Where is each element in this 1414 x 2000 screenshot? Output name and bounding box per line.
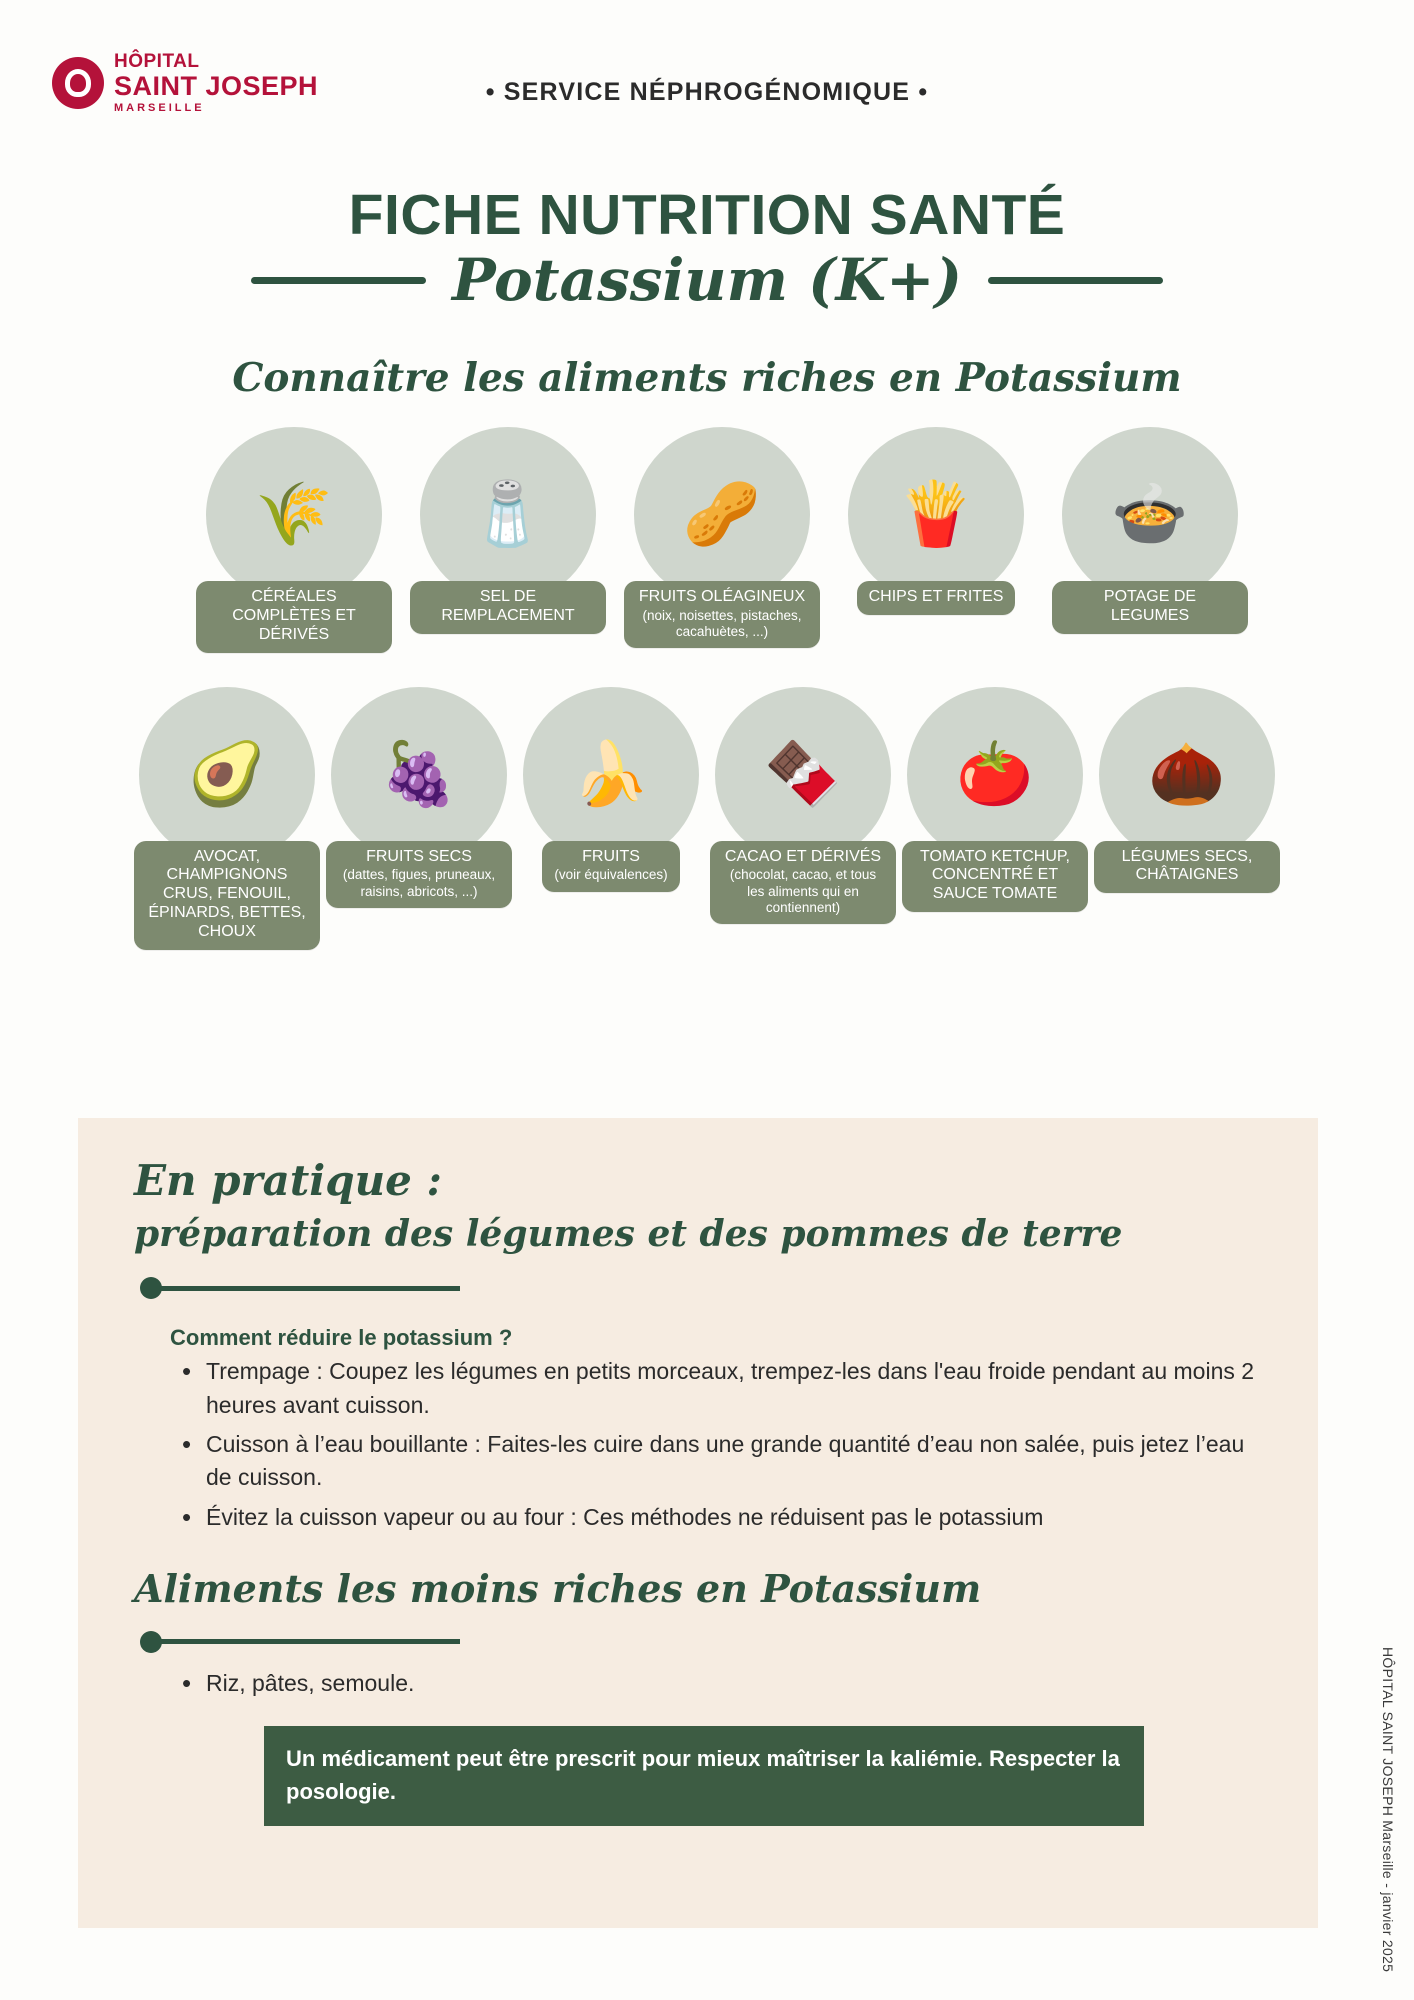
food-item-chips-frites <box>838 427 1034 615</box>
practice-subtitle: préparation des légumes et des pommes de terre <box>134 1213 1123 1256</box>
foods-section-heading: Connaître les aliments riches en Potassium <box>232 354 1182 401</box>
divider-2 <box>140 1631 1262 1653</box>
list-item: • Évitez la cuisson vapeur ou au four : Ces méthodes ne réduisent pas le potassium <box>206 1501 1262 1534</box>
low-potassium-list <box>134 1667 1262 1700</box>
food-label <box>196 581 392 653</box>
food-label-text: FRUITS <box>582 847 640 865</box>
medication-callout: Un médicament peut être prescrit pour mieux maîtriser la kaliémie. Respecter la posologie. <box>264 1726 1144 1826</box>
low-potassium-title: Aliments les moins riches en Potassium <box>134 1565 982 1611</box>
food-label-text: SEL DE REMPLACEMENT <box>441 587 575 624</box>
foods-grid <box>0 427 1414 950</box>
divider-bar <box>160 1286 460 1291</box>
food-label-note: (voir équivalences) <box>554 867 668 883</box>
food-item-ketchup <box>902 687 1088 913</box>
food-label <box>1094 841 1280 894</box>
chips-fries-icon: 🍟 <box>848 427 1024 603</box>
page-title: FICHE NUTRITION SANTÉ <box>348 183 1066 247</box>
tips-list <box>134 1355 1262 1534</box>
food-item-fruits-oleagineux <box>624 427 820 648</box>
salt-shaker-icon: 🧂 <box>420 427 596 603</box>
practice-panel <box>78 1118 1318 1928</box>
food-label <box>326 841 512 908</box>
food-label-text: CÉRÉALES COMPLÈTES ET DÉRIVÉS <box>232 587 356 643</box>
list-item: • Trempage : Coupez les légumes en petits morceaux, trempez-les dans l'eau froide pendant au moins 2 heures avant cuisson. <box>206 1355 1262 1422</box>
food-label <box>857 581 1016 615</box>
logo-line-3: MARSEILLE <box>114 102 205 114</box>
food-item-cereales <box>196 427 392 653</box>
food-label-text: LÉGUMES SECS, CHÂTAIGNES <box>1121 847 1253 884</box>
logo-line-2: SAINT JOSEPH <box>114 71 319 101</box>
nuts-icon: 🥜 <box>634 427 810 603</box>
service-title: • SERVICE NÉPHROGÉNOMIQUE • <box>485 78 929 106</box>
food-label-note: (chocolat, cacao, et tous les aliments qui en contiennent) <box>729 867 877 915</box>
food-label-text: AVOCAT, CHAMPIGNONS CRUS, FENOUIL, ÉPINARDS, BETTES, CHOUX <box>148 847 306 941</box>
food-label <box>1052 581 1248 634</box>
food-label <box>710 841 896 924</box>
rule-right <box>988 277 1163 284</box>
food-item-fruits <box>518 687 704 892</box>
food-label <box>542 841 679 892</box>
food-label-note: (noix, noisettes, pistaches, cacahuètes, ...) <box>642 607 802 639</box>
food-item-legumes-secs <box>1094 687 1280 894</box>
page-subtitle: Potassium (K+) <box>451 246 963 314</box>
wheat-icon: 🌾 <box>206 427 382 603</box>
food-item-potage-legumes <box>1052 427 1248 634</box>
soup-pot-icon: 🍲 <box>1062 427 1238 603</box>
divider-dot-icon <box>140 1277 162 1299</box>
reduce-potassium-heading: Comment réduire le potassium ? <box>170 1325 513 1351</box>
legumes-chestnuts-icon: 🌰 <box>1099 687 1275 863</box>
practice-title: En pratique : <box>134 1156 442 1205</box>
list-item: • Cuisson à l’eau bouillante : Faites-les cuire dans une grande quantité d’eau non salée, puis jetez l’eau de cuisson. <box>206 1428 1262 1495</box>
divider-1 <box>140 1277 1262 1299</box>
cocoa-icon: 🍫 <box>715 687 891 863</box>
side-credit: HÔPITAL SAINT JOSEPH Marseille - janvier 2025 <box>1380 1646 1396 1972</box>
food-item-fruits-secs <box>326 687 512 908</box>
divider-dot-icon <box>140 1631 162 1653</box>
food-item-cacao <box>710 687 896 924</box>
food-label-text: CHIPS ET FRITES <box>868 587 1004 605</box>
logo-line-1: HÔPITAL <box>114 51 200 72</box>
rule-left <box>251 277 426 284</box>
food-label-note: (dattes, figues, pruneaux, raisins, abricots, ...) <box>342 867 496 899</box>
list-item: • Riz, pâtes, semoule. <box>206 1667 1262 1700</box>
subtitle-row <box>0 246 1414 314</box>
food-label <box>134 841 320 950</box>
food-label-text: CACAO ET DÉRIVÉS <box>724 847 882 865</box>
dried-fruits-icon: 🍇 <box>331 687 507 863</box>
vegetables-icon: 🥑 <box>139 687 315 863</box>
ketchup-icon: 🍅 <box>907 687 1083 863</box>
food-label-text: POTAGE DE LEGUMES <box>1103 587 1197 624</box>
foods-row-1 <box>0 427 1414 653</box>
food-label-text: FRUITS SECS <box>366 847 472 865</box>
food-label-text: FRUITS OLÉAGINEUX <box>638 587 806 605</box>
foods-row-2 <box>0 687 1414 950</box>
divider-bar <box>160 1639 460 1644</box>
food-item-avocat-legumes <box>134 687 320 950</box>
food-label <box>902 841 1088 913</box>
food-label-text: TOMATO KETCHUP, CONCENTRÉ ET SAUCE TOMATE <box>920 847 1070 903</box>
header <box>0 0 1414 160</box>
fresh-fruits-icon: 🍌 <box>523 687 699 863</box>
food-item-sel-remplacement <box>410 427 606 634</box>
food-label <box>624 581 820 648</box>
food-label <box>410 581 606 634</box>
